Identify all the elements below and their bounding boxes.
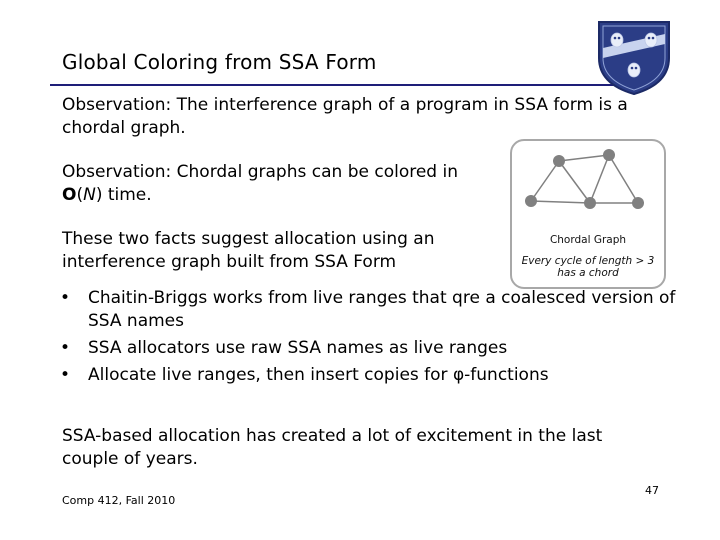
graph-edge [590,155,609,203]
graph-edge [559,155,609,161]
graph-edge [559,161,590,203]
chordal-graph-diagram [512,141,664,233]
suggestion-paragraph: These two facts suggest allocation using an interference graph built from SSA Form [62,229,435,272]
observation-text-start: Observation: Chordal graphs can be colored in [62,162,458,182]
course-footer: Comp 412, Fall 2010 [62,494,176,507]
graph-node [553,155,565,167]
bullet-item [60,337,680,360]
bullet-item [60,287,680,333]
title-underline [50,84,640,86]
chordal-graph-figure [510,139,666,289]
slide-title: Global Coloring from SSA Form [62,50,377,74]
observation-chordal-coloring [62,161,482,207]
bullet-text: SSA allocators use raw SSA names as live ranges [88,338,508,358]
figure-caption-title: Chordal Graph [549,234,627,246]
bullet-dot: • [60,288,71,308]
page-number: 47 [645,484,659,497]
graph-edge [531,201,590,203]
conclusion-paragraph: SSA-based allocation has created a lot of excitement in the last couple of years. [62,426,603,469]
bullet-dot: • [60,365,71,385]
n-variable: N [83,185,96,205]
graph-node [584,197,596,209]
open-paren: ( [76,185,84,205]
graph-edge [609,155,638,203]
bullet-dot: • [60,338,71,358]
observation-text-end: ) time. [95,185,152,205]
bullet-text: Allocate live ranges, then insert copies for φ-functions [88,365,549,385]
big-o-symbol: O [62,185,77,205]
observation-interference-graph: Observation: The interference graph of a program in SSA form is a chordal graph. [62,95,628,138]
bullet-list [60,287,680,387]
graph-node [525,195,537,207]
figure-caption-body: Every cycle of length > 3 has a chord [521,255,655,279]
graph-node [603,149,615,161]
graph-edge [531,161,559,201]
university-seal-logo [593,18,675,96]
graph-node [632,197,644,209]
bullet-item [60,364,680,387]
bullet-text: Chaitin-Briggs works from live ranges that qre a coalesced version of SSA names [88,288,676,331]
